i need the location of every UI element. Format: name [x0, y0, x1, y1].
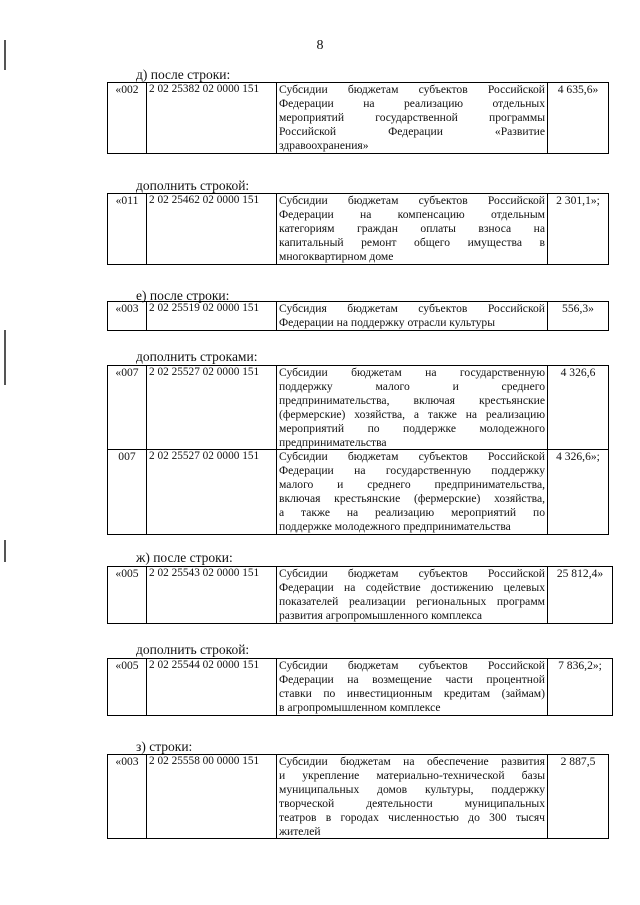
amendment-table	[107, 82, 609, 154]
description-line: творческой деятельности муниципальных	[279, 796, 545, 810]
section-heading: дополнить строкой:	[136, 642, 250, 657]
description-line: предпринимательства, включая крестьянские	[279, 393, 545, 407]
row-description	[277, 450, 548, 534]
budget-classification-code: 2 02 25462 02 0000 151	[147, 194, 277, 265]
row-code: «005	[108, 659, 147, 716]
description-line: в агропромышленном комплексе	[279, 700, 441, 714]
description-line: Российской Федерации «Развитие	[279, 124, 545, 138]
row-description	[277, 83, 548, 154]
amendment-table	[107, 658, 613, 716]
row-description	[277, 755, 548, 839]
description-line: капитальный ремонт общего имущества в	[279, 235, 545, 249]
row-amount: 25 812,4»	[548, 567, 613, 624]
section-heading: ж) после строки:	[136, 550, 233, 565]
description-line: малого и среднего предпринимательства,	[279, 478, 545, 492]
amendment-table	[107, 365, 609, 535]
table-row	[108, 302, 609, 331]
description-line: жителей	[279, 824, 321, 838]
scan-margin-mark	[4, 540, 6, 562]
row-code: «003	[108, 755, 147, 839]
row-amount: 7 836,2»;	[548, 659, 613, 716]
description-line: многоквартирном доме	[279, 249, 394, 263]
description-line: Субсидии бюджетам на обеспечение развития	[279, 755, 545, 768]
description-line: и укрепление материально-технической базы	[279, 768, 545, 782]
row-amount: 2 887,5	[548, 755, 609, 839]
description-line: Субсидии бюджетам субъектов Российской	[279, 659, 545, 672]
description-line: Субсидии бюджетам субъектов Российской	[279, 194, 545, 207]
description-line: мероприятий государственной программы	[279, 110, 545, 124]
section-heading: дополнить строкой:	[136, 178, 250, 193]
table-row	[108, 83, 609, 154]
row-description	[277, 567, 548, 624]
budget-classification-code: 2 02 25543 02 0000 151	[147, 567, 277, 624]
row-code: «007	[108, 366, 147, 450]
description-line: показателей реализации региональных программ	[279, 594, 545, 608]
description-line: категориям граждан оплаты взноса на	[279, 221, 545, 235]
description-line: Федерации на содействие достижению целевых	[279, 580, 545, 594]
row-code: «002	[108, 83, 147, 154]
table-row	[108, 450, 609, 534]
row-amount: 4 326,6	[548, 366, 609, 450]
description-line: (фермерские) хозяйства, а также на реализацию	[279, 407, 545, 421]
description-line: поддержке молодежного предпринимательства	[279, 519, 511, 533]
row-amount: 4 635,6»	[548, 83, 609, 154]
section-heading: дополнить строками:	[136, 349, 258, 364]
table-row	[108, 366, 609, 450]
table-row	[108, 755, 609, 839]
row-code: «011	[108, 194, 147, 265]
budget-classification-code: 2 02 25527 02 0000 151	[147, 366, 277, 450]
description-line: включая крестьянские (фермерские) хозяйства,	[279, 492, 545, 506]
budget-classification-code: 2 02 25382 02 0000 151	[147, 83, 277, 154]
description-line: Федерации на компенсацию отдельным	[279, 207, 545, 221]
amendment-table	[107, 301, 609, 331]
section-heading: д) после строки:	[136, 67, 231, 82]
description-line: Федерации на возмещение части процентной	[279, 672, 545, 686]
amendment-table	[107, 754, 609, 839]
amendment-table	[107, 566, 613, 624]
description-line: поддержку малого и среднего	[279, 379, 545, 393]
section-heading: е) после строки:	[136, 288, 230, 303]
description-line: здравоохранения»	[279, 138, 369, 152]
description-line: Субсидии бюджетам субъектов Российской	[279, 567, 545, 580]
description-line: ставки по инвестиционным кредитам (займам)	[279, 686, 545, 700]
budget-classification-code: 2 02 25544 02 0000 151	[147, 659, 277, 716]
row-amount: 4 326,6»;	[548, 450, 609, 534]
description-line: Субсидии бюджетам на государственную	[279, 366, 545, 379]
description-line: Субсидия бюджетам субъектов Российской	[279, 302, 545, 315]
description-line: Федерации на государственную поддержку	[279, 464, 545, 478]
row-description	[277, 659, 548, 716]
description-line: Субсидии бюджетам субъектов Российской	[279, 450, 545, 464]
description-line: мероприятий по поддержке молодежного	[279, 421, 545, 435]
amendment-table	[107, 193, 609, 265]
row-amount: 556,3»	[548, 302, 609, 331]
description-line: театров в городах численностью до 300 тысяч	[279, 810, 545, 824]
description-line: Федерации на поддержку отрасли культуры	[279, 315, 495, 329]
table-row	[108, 194, 609, 265]
page-number: 8	[316, 38, 324, 53]
budget-classification-code: 2 02 25558 00 0000 151	[147, 755, 277, 839]
row-code: «005	[108, 567, 147, 624]
section-heading: з) строки:	[136, 739, 193, 754]
budget-classification-code: 2 02 25519 02 0000 151	[147, 302, 277, 331]
description-line: Федерации на реализацию отдельных	[279, 96, 545, 110]
scan-margin-mark	[4, 330, 6, 385]
row-description	[277, 302, 548, 331]
description-line: развития агропромышленного комплекса	[279, 608, 482, 622]
row-amount: 2 301,1»;	[548, 194, 609, 265]
description-line: а также на реализацию мероприятий по	[279, 506, 545, 520]
row-description	[277, 194, 548, 265]
row-code: 007	[108, 450, 147, 534]
row-code: «003	[108, 302, 147, 331]
description-line: Субсидии бюджетам субъектов Российской	[279, 83, 545, 96]
description-line: предпринимательства	[279, 435, 387, 449]
table-row	[108, 659, 613, 716]
budget-classification-code: 2 02 25527 02 0000 151	[147, 450, 277, 534]
table-row	[108, 567, 613, 624]
description-line: муниципальных домов культуры, поддержку	[279, 782, 545, 796]
row-description	[277, 366, 548, 450]
